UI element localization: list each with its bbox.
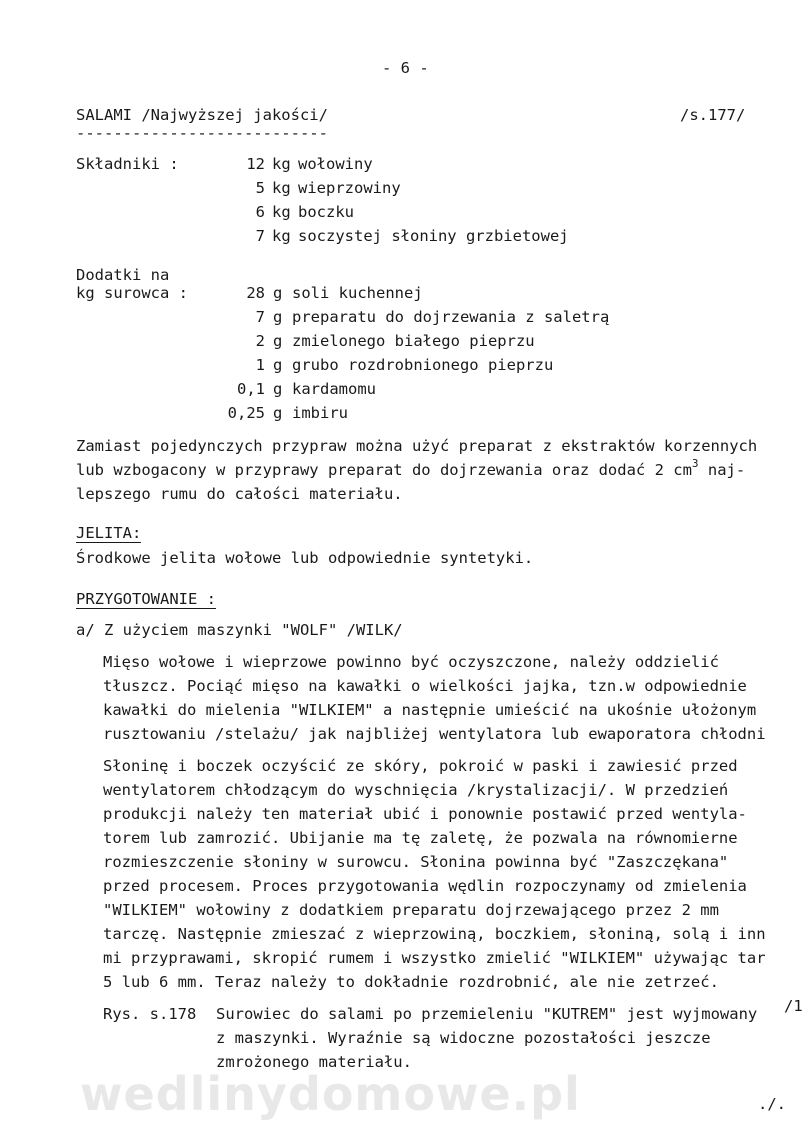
text-line: produkcji należy ten materiał ubić i ponownie postawić przed wentyla- [103,805,747,823]
recipe-title: SALAMI /Najwyższej jakości/ [76,106,328,124]
note-text: lub wzbogacony w przyprawy preparat do dojrzewania oraz dodać 2 cm [76,461,692,479]
preparation-heading [76,590,216,608]
additive-unit: g [273,308,283,326]
additive-qty: 7 [255,308,265,326]
text-line: "WILKIEM" wołowiny z dodatkiem preparatu dojrzewającego przez 2 mm [103,901,719,919]
figure-caption-line: z maszynki. Wyraźnie są widoczne pozostałości jeszcze [216,1029,711,1047]
additive-name: preparatu do dojrzewania z saletrą [292,308,610,326]
additive-qty: 1 [255,356,265,374]
additives-label: kg surowca : [76,284,188,302]
text-line: torem lub zamrozić. Ubijanie ma tę zaletę, że pozwala na równomierne [103,829,738,847]
additive-unit: g [273,332,283,350]
method-a-heading: a/ Z użyciem maszynki "WOLF" /WILK/ [76,621,403,639]
text-line: kawałki do mielenia "WILKIEM" a następnie umieścić na ukośnie ułożonym [103,701,757,719]
ingredient-unit: kg [272,179,291,197]
text-line: wentylatorem chłodzącym do wyschnięcia /krystalizacji/. W przedzień [103,781,729,799]
additive-unit: g [273,380,283,398]
text-line: mi przyprawami, skropić rumem i wszystko zmielić "WILKIEM" używając tar [103,949,766,967]
ingredient-unit: kg [272,155,291,173]
ingredients-label: Składniki : [76,155,179,173]
figure-caption-line: zmrożonego materiału. [216,1053,412,1071]
additive-name: grubo rozdrobnionego pieprzu [292,356,554,374]
figure-edge-mark: /1 [784,997,803,1015]
page-reference: /s.177/ [680,106,746,124]
ingredient-unit: kg [272,203,291,221]
continuation-mark: ./. [758,1095,786,1113]
additive-name: soli kuchennej [292,284,423,302]
figure-reference: Rys. s.178 [103,1005,197,1023]
additives-label: Dodatki na [76,266,170,284]
text-line: Mięso wołowe i wieprzowe powinno być oczyszczone, należy oddzielić [103,653,719,671]
title-underline: --------------------------- [76,124,328,142]
text-line: tarczę. Następnie zmieszać z wieprzowiną, boczkiem, słoniną, solą i inn [103,925,766,943]
casings-heading: JELITA: [76,524,142,542]
additive-unit: g [273,284,283,302]
additive-name: imbiru [292,404,348,422]
text-line: Słoninę i boczek oczyścić ze skóry, pokroić w paski i zawiesić przed [103,757,738,775]
note-line: Zamiast pojedynczych przypraw można użyć preparat z ekstraktów korzennych [76,437,758,455]
additive-qty: 0,25 [227,404,265,422]
note-text-end: naj- [698,461,746,479]
preparation-heading-text: PRZYGOTOWANIE : [76,590,216,608]
watermark: wedlinydomowe.pl [80,1067,581,1121]
figure-caption-line: Surowiec do salami po przemieleniu "KUTREM" jest wyjmowany [216,1005,758,1023]
text-line: rusztowaniu /stelażu/ jak najbliżej wentylatora lub ewaporatora chłodni [103,725,766,743]
text-line: tłuszcz. Pociąć mięso na kawałki o wielkości jajka, tzn.w odpowiednie [103,677,747,695]
ingredient-qty: 7 [255,227,265,245]
ingredient-qty: 6 [255,203,265,221]
ingredient-name: soczystej słoniny grzbietowej [298,227,569,245]
additive-unit: g [273,356,283,374]
ingredient-name: wieprzowiny [298,179,401,197]
additive-name: zmielonego białego pieprzu [292,332,535,350]
ingredient-qty: 5 [255,179,265,197]
ingredient-name: wołowiny [298,155,373,173]
casings-text: Środkowe jelita wołowe lub odpowiednie syntetyki. [76,549,534,567]
additive-qty: 0,1 [237,380,265,398]
note-superscript: 3 [691,457,699,470]
additive-qty: 2 [255,332,265,350]
additive-name: kardamomu [292,380,376,398]
note-line [76,457,746,479]
ingredient-unit: kg [272,227,291,245]
additive-qty: 28 [246,284,265,302]
note-line: lepszego rumu do całości materiału. [76,485,403,503]
ingredient-name: boczku [298,203,354,221]
text-line: rozmieszczenie słoniny w surowcu. Słonina powinna być "Zaszczękana" [103,853,729,871]
page-number: - 6 - [382,59,429,77]
text-line: przed procesem. Proces przygotowania wędlin rozpoczynamy od zmielenia [103,877,747,895]
ingredient-qty: 12 [246,155,265,173]
text-line: 5 lub 6 mm. Teraz należy to dokładnie rozdrobnić, ale nie zetrzeć. [103,973,719,991]
additive-unit: g [273,404,283,422]
